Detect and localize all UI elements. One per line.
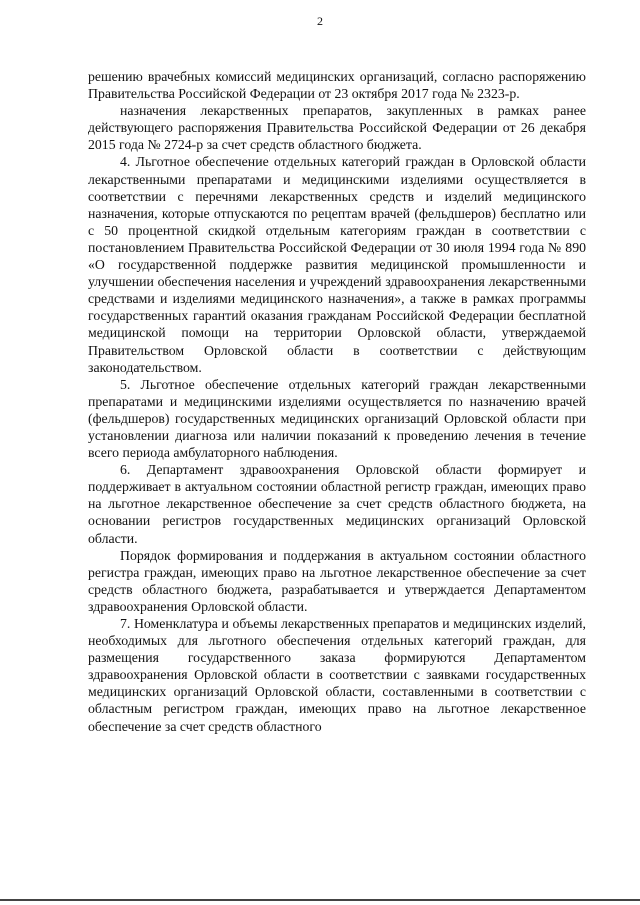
paragraph-4: 5. Льготное обеспечение отдельных категорий граждан лекарственными препаратами и медицинскими изделиями осуществляется по назначению врачей (фельдшеров) государственных медицинских организаций Орловской области при установлении диагноза или наличии показаний к проведению лечения в течение всего периода амбулаторного наблюдения. [88,376,586,461]
paragraph-5: 6. Департамент здравоохранения Орловской области формирует и поддерживает в актуальном состоянии областной регистр граждан, имеющих право на льготное лекарственное обеспечение за счет средств областного бюджета, на основании регистров государственных медицинских организаций Орловской области. [88,462,586,546]
scan-edge-line [0,899,640,901]
page-number: 2 [317,14,323,28]
paragraph-3: 4. Льготное обеспечение отдельных категорий граждан в Орловской области лекарственными препаратами и медицинскими изделиями осуществляется в соответствии с перечнями лекарственных средств и изделий медицинского назначения, которые отпускаются по рецептам врачей (фельдшеров) бесплатно или с 50 процентной скидкой отдельным категориям граждан в соответствии с постановлением Правительства Российской Федерации от 30 июля 1994 года № 890 «О государственной поддержке развития медицинской промышленности и улучшении обеспечения населения и учреждений здравоохранения лекарственными средствами и изделиями медицинского назначения», а также в рамках программы государственных гарантий оказания гражданам Российской Федерации бесплатной медицинской помощи на территории Орловской области, утверждаемой Правительством Орловской области в соответствии с действующим законодательством. [88,154,586,375]
document-body [88,68,586,735]
paragraph-6: Порядок формирования и поддержания в актуальном состоянии областного регистра граждан, имеющих право на льготное лекарственное обеспечение за счет средств областного бюджета, разрабатывается и утверждается Департаментом здравоохранения Орловской области. [88,547,586,614]
paragraph-1: решению врачебных комиссий медицинских организаций, согласно распоряжению Правительства Российской Федерации от 23 октября 2017 года № 2323-р. [88,69,586,102]
paragraph-7: 7. Номенклатура и объемы лекарственных препаратов и медицинских изделий, необходимых для льготного обеспечения отдельных категорий граждан, для размещения государственного заказа формируются Департаментом здравоохранения Орловской области в соответствии с заявками государственных медицинских организаций Орловской области, составленными в соответствии с областным регистром граждан, имеющих право на льготное лекарственное обеспечение за счет средств областного [88,616,586,734]
paragraph-2: назначения лекарственных препаратов, закупленных в рамках ранее действующего распоряжения Правительства Российской Федерации от 26 декабря 2015 года № 2724-р за счет средств областного бюджета. [88,103,586,153]
